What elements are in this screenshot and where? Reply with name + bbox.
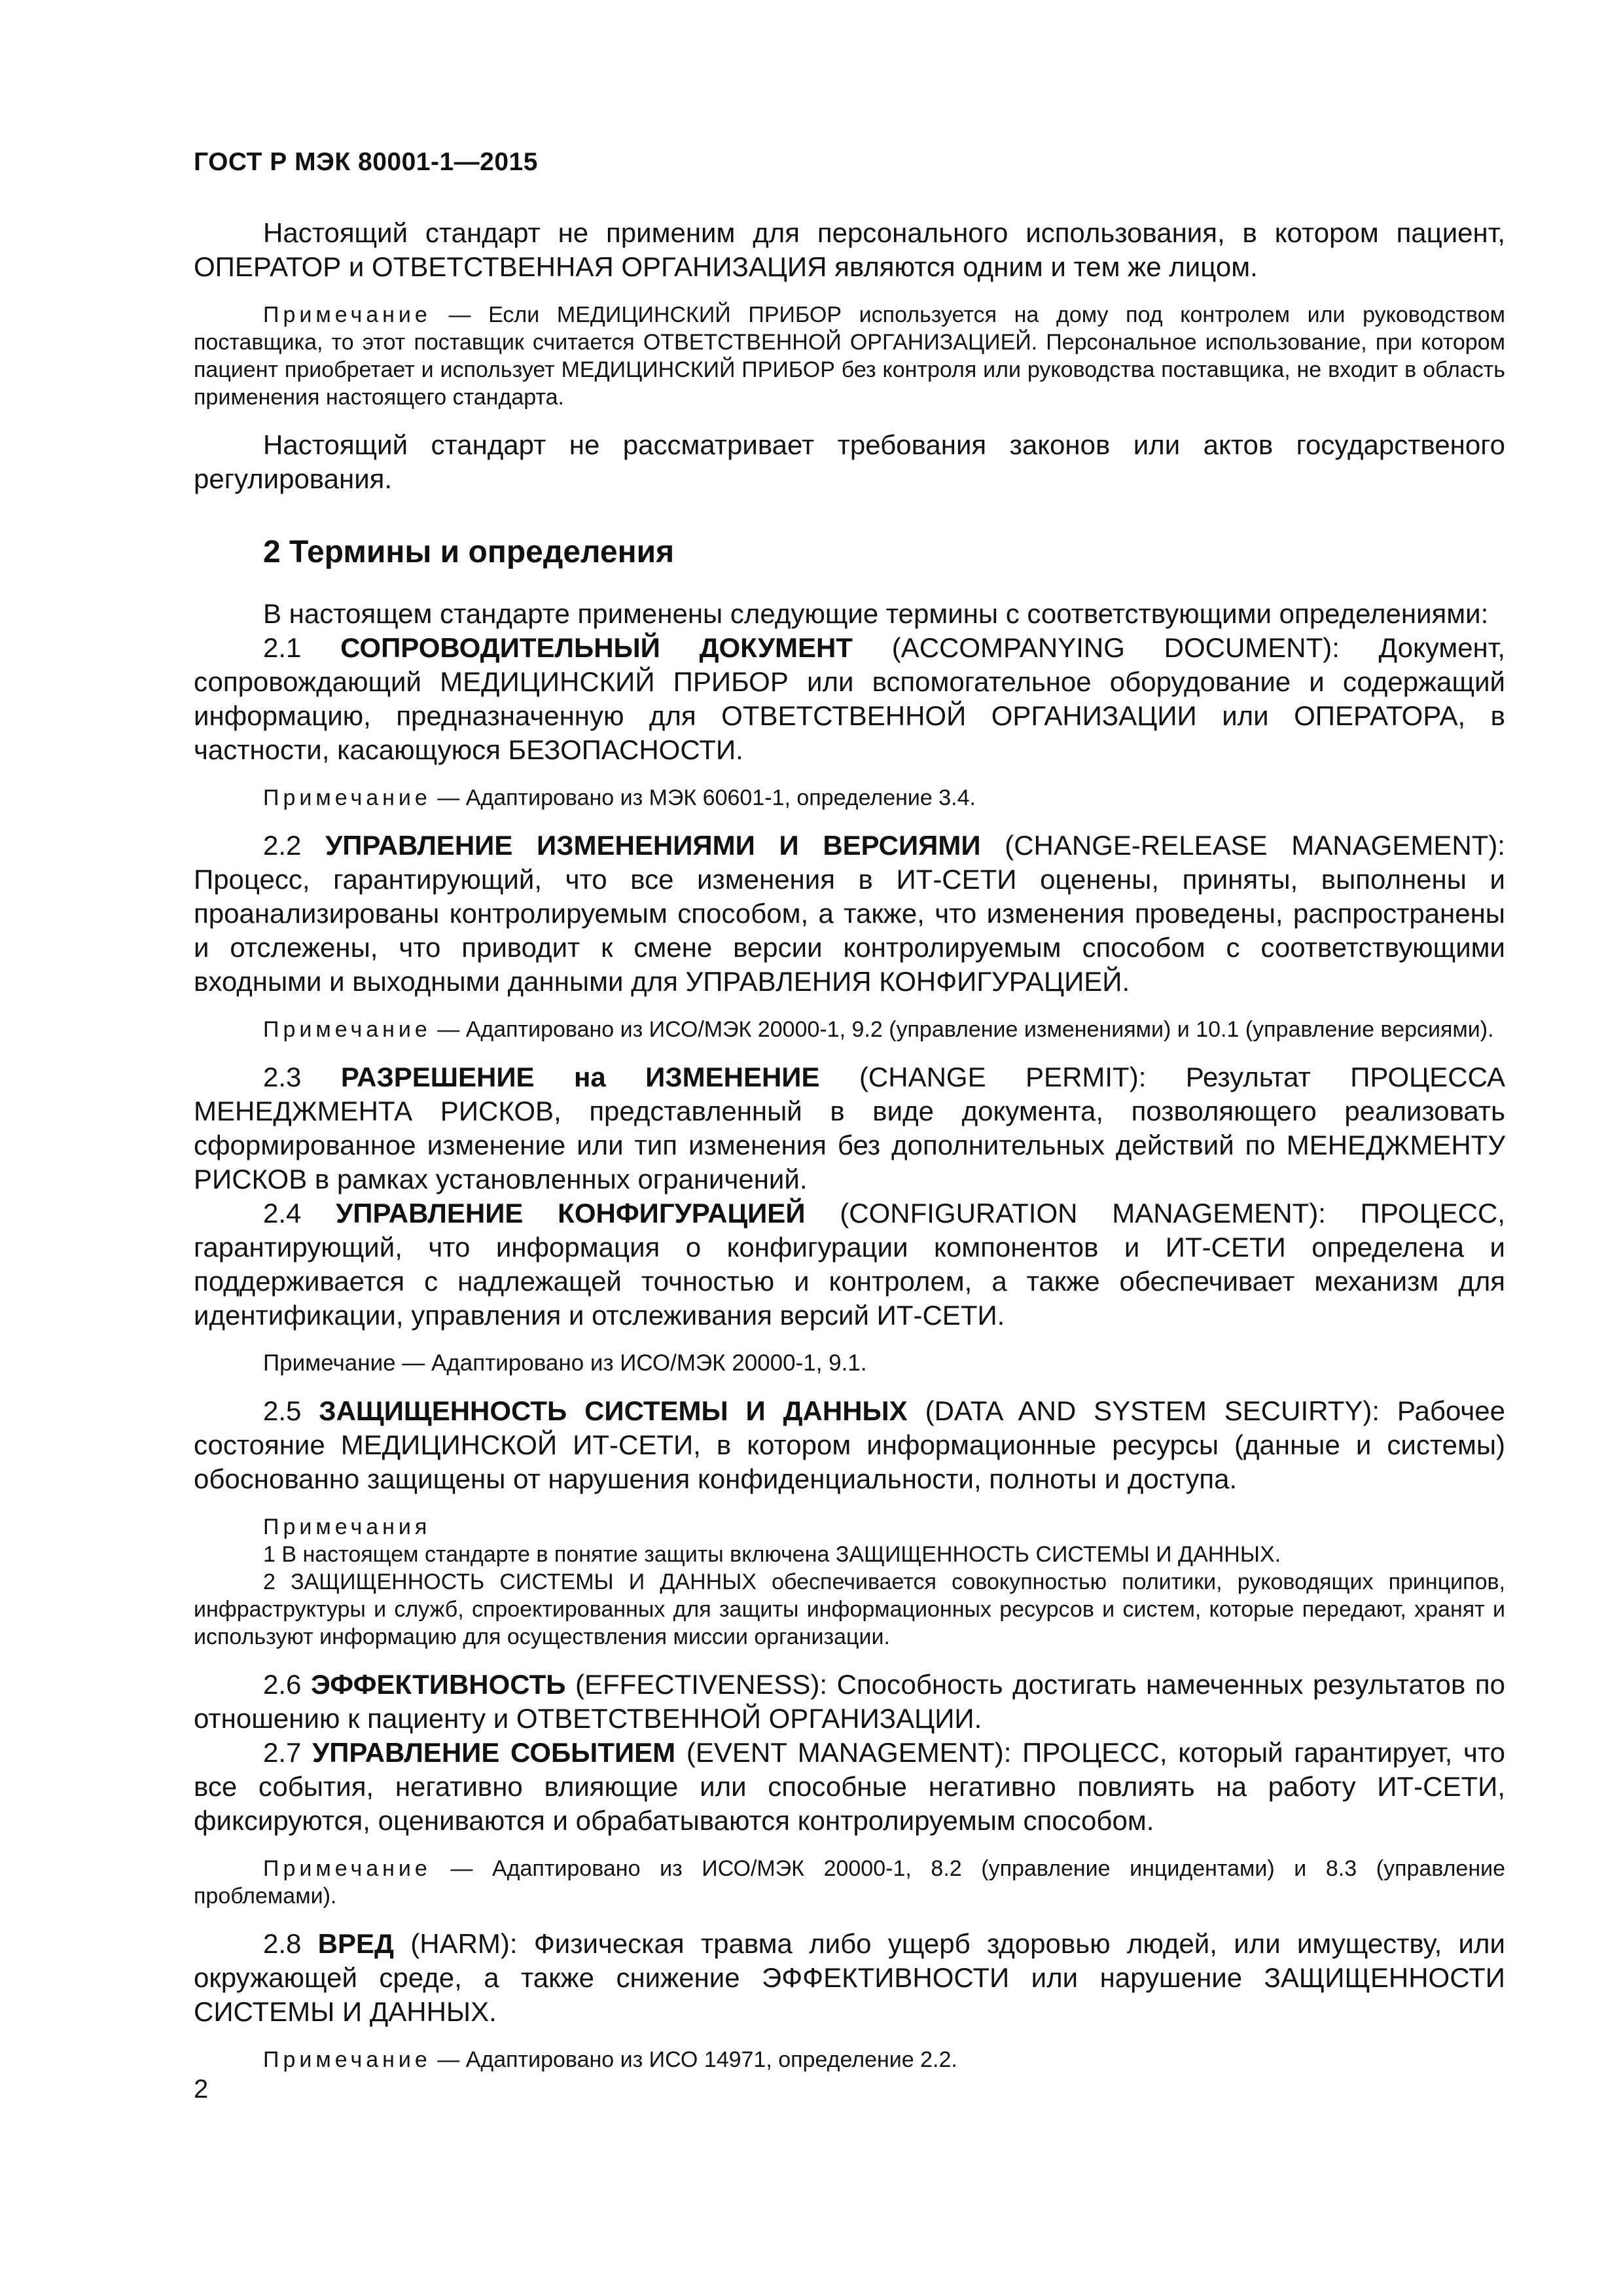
term-name: СОПРОВОДИТЕЛЬНЫЙ ДОКУМЕНТ: [340, 632, 853, 663]
note-2-2: [194, 1016, 1505, 1043]
page-number: 2: [194, 2075, 209, 2104]
term-number: 2.5: [263, 1395, 319, 1426]
note-label: Примечание: [263, 302, 431, 327]
term-definition: (ACCOMPANYING DOCUMENT): Документ, сопровождающий МЕДИЦИНСКИЙ ПРИБОР или вспомогательное оборудование и содержащий информацию, предназначенную для ОТВЕТСТВЕННОЙ ОРГАНИЗАЦИИ или ОПЕРАТОРА, в частности, касающуюся БЕЗОПАСНОСТИ.: [194, 632, 1505, 765]
term-number: 2.4: [263, 1198, 336, 1229]
term-2-3: [194, 1060, 1505, 1196]
section-lead: В настоящем стандарте применены следующие термины с соответствующими определениями:: [263, 598, 1489, 629]
term-definition: (CHANGE-RELEASE MANAGEMENT): Процесс, гарантирующий, что все изменения в ИТ-СЕТИ оценены, приняты, выполнены и проанализированы контролируемым способом, а также, что изменения проведены, распространены и отслежены, что приводит к смене версии контролируемым способом с соответствующими входными и выходными данными для УПРАВЛЕНИЯ КОНФИГУРАЦИЕЙ.: [194, 830, 1505, 997]
term-2-1: [194, 631, 1505, 767]
term-name: УПРАВЛЕНИЕ КОНФИГУРАЦИЕЙ: [336, 1198, 806, 1229]
term-name: ЗАЩИЩЕННОСТЬ СИСТЕМЫ И ДАННЫХ: [319, 1395, 908, 1426]
term-definition: (CONFIGURATION MANAGEMENT): ПРОЦЕСС, гарантирующий, что информация о конфигурации компонентов и ИТ-СЕТИ определена и поддерживается с надлежащей точностью и контролем, а также обеспечивает механизм для идентификации, управления и отслеживания версий ИТ-СЕТИ.: [194, 1198, 1506, 1331]
note-2-5-2: 2 ЗАЩИЩЕННОСТЬ СИСТЕМЫ И ДАННЫХ обеспечивается совокупностью политики, руководящих принципов, инфраструктуры и служб, спроектированных для защиты информационных ресурсов и систем, которые передают, хранят и используют информацию для осуществления миссии организации.: [194, 1570, 1505, 1649]
term-name: РАЗРЕШЕНИЕ на ИЗМЕНЕНИЕ: [340, 1062, 820, 1092]
intro-paragraph-1: Настоящий стандарт не применим для персонального использования, в котором пациент, ОПЕРАТОР и ОТВЕТСТВЕННАЯ ОРГАНИЗАЦИЯ являются одним и тем же лицом.: [194, 217, 1505, 282]
note-text: — Если МЕДИЦИНСКИЙ ПРИБОР используется на дому под контролем или руководством поставщика, то этот поставщик считается ОТВЕТСТВЕННОЙ ОРГАНИЗАЦИЕЙ. Персональное использование, при котором пациент приобретает и использует МЕДИЦИНСКИЙ ПРИБОР без контроля или руководства поставщика, не входит в область применения настоящего стандарта.: [194, 302, 1505, 410]
note-text: — Адаптировано из ИСО/МЭК 20000-1, 9.2 (управление изменениями) и 10.1 (управление версиями).: [431, 1017, 1494, 1042]
note-text: — Адаптировано из МЭК 60601-1, определение 3.4.: [431, 785, 976, 810]
term-2-5: [194, 1394, 1505, 1496]
term-number: 2.2: [263, 830, 326, 861]
section-title: 2 Термины и определения: [263, 535, 675, 569]
term-definition: (CHANGE PERMIT): Результат ПРОЦЕССА МЕНЕДЖМЕНТА РИСКОВ, представленный в виде документа, позволяющего реализовать сформированное изменение или тип изменения без дополнительных действий по МЕНЕДЖМЕНТУ РИСКОВ в рамках установленных ограничений.: [194, 1062, 1506, 1194]
document-page: [194, 0, 1505, 2296]
term-name: ЭФФЕКТИВНОСТЬ: [310, 1669, 566, 1700]
note-2-7: [194, 1855, 1505, 1910]
note-2-5-1: 1 В настоящем стандарте в понятие защиты включена ЗАЩИЩЕННОСТЬ СИСТЕМЫ И ДАННЫХ.: [263, 1542, 1281, 1567]
document-header: ГОСТ Р МЭК 80001-1—2015: [194, 148, 538, 176]
note-2-4: Примечание — Адаптировано из ИСО/МЭК 20000-1, 9.1.: [263, 1350, 867, 1376]
notes-2-5-label: Примечания: [263, 1515, 431, 1539]
note-label: Примечание: [263, 2047, 431, 2072]
note-text: — Адаптировано из ИСО/МЭК 20000-1, 8.2 (управление инцидентами) и 8.3 (управление проблемами).: [194, 1856, 1505, 1909]
intro-note: [194, 301, 1505, 411]
term-number: 2.6: [263, 1669, 311, 1700]
term-2-7: [194, 1736, 1505, 1838]
term-number: 2.1: [263, 632, 341, 663]
note-label: Примечание: [263, 785, 431, 810]
term-definition: (HARM): Физическая травма либо ущерб здоровью людей, или имуществу, или окружающей среде, а также снижение ЭФФЕКТИВНОСТИ или нарушение ЗАЩИЩЕННОСТИ СИСТЕМЫ И ДАННЫХ.: [194, 1928, 1505, 2027]
term-definition: (DATA AND SYSTEM SECUIRTY): Рабочее состояние МЕДИЦИНСКОЙ ИТ-СЕТИ, в котором информационные ресурсы (данные и системы) обоснованно защищены от нарушения конфиденциальности, полноты и доступа.: [194, 1395, 1505, 1494]
term-name: УПРАВЛЕНИЕ ИЗМЕНЕНИЯМИ И ВЕРСИЯМИ: [325, 830, 981, 861]
note-text: — Адаптировано из ИСО 14971, определение 2.2.: [431, 2047, 957, 2072]
term-number: 2.7: [263, 1737, 313, 1768]
document-body: [194, 216, 1505, 2073]
term-number: 2.3: [263, 1062, 341, 1092]
term-definition: (EVENT MANAGEMENT): ПРОЦЕСС, который гарантирует, что все события, негативно влияющие или способные негативно повлиять на работу ИТ-СЕТИ, фиксируются, оцениваются и обрабатываются контролируемым способом.: [194, 1737, 1505, 1836]
note-2-8: [194, 2046, 1505, 2073]
term-definition: (EFFECTIVENESS): Способность достигать намеченных результатов по отношению к пациенту и ОТВЕТСТВЕННОЙ ОРГАНИЗАЦИИ.: [194, 1669, 1505, 1734]
term-2-2: [194, 829, 1505, 999]
term-2-8: [194, 1927, 1505, 2029]
note-label: Примечание: [263, 1856, 431, 1881]
term-2-6: [194, 1668, 1505, 1736]
term-name: ВРЕД: [317, 1928, 394, 1959]
term-2-4: [194, 1196, 1505, 1333]
note-label: Примечание: [263, 1017, 431, 1042]
term-name: УПРАВЛЕНИЕ СОБЫТИЕМ: [312, 1737, 676, 1768]
intro-paragraph-2: Настоящий стандарт не рассматривает требования законов или актов государственого регулирования.: [194, 429, 1505, 494]
note-2-1: [194, 784, 1505, 812]
term-number: 2.8: [263, 1928, 318, 1959]
